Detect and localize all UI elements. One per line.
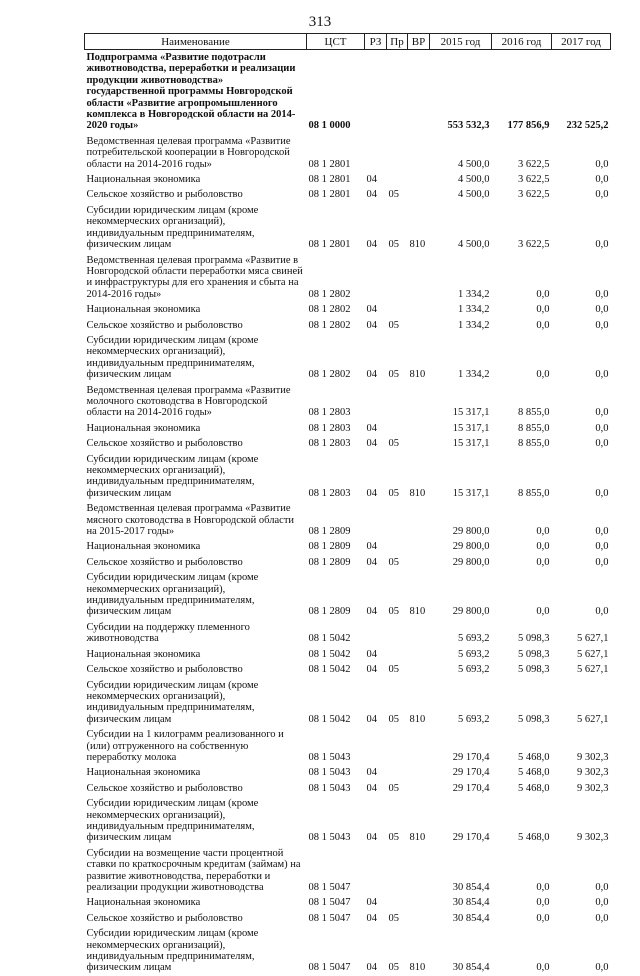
cell-name: Национальная экономика <box>86 897 201 909</box>
cell-2017: 0,0 <box>595 541 609 553</box>
cell-2017: 0,0 <box>595 319 609 331</box>
cell-cst: 08 1 5047 <box>308 962 351 974</box>
cell-rz: 04 <box>366 832 377 844</box>
cell-vr <box>408 539 430 554</box>
cell-pr: 05 <box>388 438 399 450</box>
table-row <box>85 911 611 926</box>
cell-pr: 05 <box>388 912 399 924</box>
cell-cst: 08 1 2802 <box>308 304 351 316</box>
table-row <box>85 647 611 662</box>
cell-cst: 08 1 5047 <box>308 897 351 909</box>
cell-pr: 05 <box>388 487 399 499</box>
cell-name: Подпрограмма «Развитие подотрасли животноводства, переработки и реализации продукции животноводства» государственной программы Новгородской области «Развитие агропромышленного комплекса в Новгородской области на 2014-2020 годы» <box>86 52 296 132</box>
cell-vr <box>408 765 430 780</box>
cell-2016: 5 468,0 <box>518 832 550 844</box>
cell-vr: 810 <box>409 369 426 381</box>
cell-name: Ведомственная целевая программа «Развитие потребительской кооперации в Новгородской области на 2014-2016 годы» <box>86 135 291 170</box>
cell-rz: 04 <box>366 487 377 499</box>
cell-name: Субсидии юридическим лицам (кроме некоммерческих организаций), индивидуальным предпринимателям, физическим лицам <box>86 928 259 974</box>
cell-2017: 5 627,1 <box>577 713 609 725</box>
cell-2015: 29 170,4 <box>452 751 490 763</box>
cell-2016: 0,0 <box>536 526 550 538</box>
cell-vr <box>408 781 430 796</box>
cell-2017: 0,0 <box>595 438 609 450</box>
cell-2017: 5 627,1 <box>577 633 609 645</box>
cell-2016: 0,0 <box>536 912 550 924</box>
cell-pr <box>387 846 408 896</box>
cell-2015: 4 500,0 <box>458 174 490 186</box>
cell-cst: 08 1 2809 <box>308 526 351 538</box>
page-number: 313 <box>308 14 332 30</box>
cell-vr <box>408 555 430 570</box>
cell-2016: 0,0 <box>536 556 550 568</box>
cell-2016: 5 468,0 <box>518 767 550 779</box>
cell-name: Субсидии юридическим лицам (кроме некоммерческих организаций), индивидуальным предпринимателям, физическим лицам <box>86 798 259 844</box>
cell-2017: 5 627,1 <box>577 664 609 676</box>
cell-2016: 5 468,0 <box>518 751 550 763</box>
cell-rz: 04 <box>366 174 377 186</box>
cell-2015: 29 800,0 <box>452 526 490 538</box>
cell-name: Национальная экономика <box>86 174 201 186</box>
cell-cst: 08 1 5047 <box>308 882 351 893</box>
cell-name: Национальная экономика <box>86 422 201 434</box>
cell-vr: 810 <box>409 832 426 844</box>
cell-2015: 1 334,2 <box>458 304 490 316</box>
cell-2017: 0,0 <box>595 912 609 924</box>
cell-2017: 0,0 <box>595 174 609 186</box>
cell-2015: 1 334,2 <box>458 369 490 381</box>
header-rz: РЗ <box>365 34 387 50</box>
table-row <box>85 383 611 421</box>
cell-rz: 04 <box>366 422 377 434</box>
table-row <box>85 662 611 677</box>
cell-2017: 0,0 <box>595 304 609 316</box>
cell-2015: 15 317,1 <box>452 487 490 499</box>
cell-name: Субсидии юридическим лицам (кроме некоммерческих организаций), индивидуальным предпринимателям, физическим лицам <box>86 204 259 251</box>
cell-rz: 04 <box>366 897 377 909</box>
cell-pr: 05 <box>388 606 399 618</box>
header-2017: 2017 год <box>552 34 611 50</box>
cell-pr <box>387 539 408 554</box>
cell-rz: 04 <box>366 767 377 779</box>
cell-2016: 0,0 <box>536 288 550 300</box>
cell-rz: 04 <box>366 438 377 450</box>
cell-cst: 08 1 5042 <box>308 648 351 660</box>
cell-cst: 08 1 2803 <box>308 438 351 450</box>
cell-pr <box>387 134 408 172</box>
cell-2016: 3 622,5 <box>518 174 550 186</box>
cell-2015: 15 317,1 <box>452 438 490 450</box>
header-pr: Пр <box>387 34 408 50</box>
cell-pr <box>387 620 408 647</box>
cell-vr <box>408 647 430 662</box>
cell-2016: 5 098,3 <box>518 713 550 725</box>
cell-vr <box>408 895 430 910</box>
cell-2016: 3 622,5 <box>518 189 550 201</box>
table-row <box>85 421 611 436</box>
cell-vr <box>408 846 430 896</box>
cell-2016: 5 098,3 <box>518 633 550 645</box>
header-cst: ЦСТ <box>307 34 365 50</box>
cell-rz: 04 <box>366 556 377 568</box>
cell-cst: 08 1 2809 <box>308 606 351 618</box>
cell-cst: 08 1 2801 <box>308 239 351 251</box>
cell-rz <box>365 620 387 647</box>
cell-vr <box>408 318 430 333</box>
header-2016: 2016 год <box>492 34 552 50</box>
cell-vr <box>408 253 430 303</box>
cell-2017: 0,0 <box>595 962 609 974</box>
cell-2015: 4 500,0 <box>458 158 490 170</box>
table-row <box>85 187 611 202</box>
cell-name: Сельское хозяйство и рыболовство <box>86 782 243 794</box>
cell-cst: 08 1 2803 <box>308 407 351 419</box>
cell-rz: 04 <box>366 648 377 660</box>
table-row <box>85 846 611 896</box>
cell-name: Национальная экономика <box>86 541 201 553</box>
cell-2015: 5 693,2 <box>458 633 490 645</box>
cell-2017: 0,0 <box>595 422 609 434</box>
cell-vr <box>408 302 430 317</box>
cell-name: Национальная экономика <box>86 767 201 779</box>
cell-name: Субсидии юридическим лицам (кроме некоммерческих организаций), индивидуальным предпринимателям, физическим лицам <box>86 572 259 618</box>
cell-name: Сельское хозяйство и рыболовство <box>86 664 243 676</box>
cell-2015: 1 334,2 <box>458 319 490 331</box>
cell-cst: 08 1 2801 <box>308 189 351 201</box>
cell-rz: 04 <box>366 189 377 201</box>
cell-name: Субсидии на возмещение части процентной ставки по краткосрочным кредитам (займам) на развитие животноводства, переработки и реализации продукции животноводства <box>86 847 301 893</box>
cell-vr <box>408 727 430 765</box>
table-row <box>85 620 611 647</box>
cell-cst: 08 1 2801 <box>308 158 351 170</box>
cell-name: Субсидии на 1 килограмм реализованного и (или) отгруженного на собственную переработку молока <box>86 729 284 763</box>
table-row <box>85 50 611 134</box>
cell-vr: 810 <box>409 606 426 618</box>
cell-2017: 232 525,2 <box>566 120 609 132</box>
cell-2016: 177 856,9 <box>507 120 550 132</box>
cell-pr: 05 <box>388 319 399 331</box>
cell-cst: 08 1 2809 <box>308 541 351 553</box>
cell-name: Сельское хозяйство и рыболовство <box>86 556 243 568</box>
cell-pr: 05 <box>388 713 399 725</box>
cell-name: Национальная экономика <box>86 304 201 316</box>
cell-2017: 0,0 <box>595 239 609 251</box>
cell-pr <box>387 501 408 539</box>
cell-2017: 0,0 <box>595 606 609 618</box>
cell-rz <box>365 253 387 303</box>
cell-pr: 05 <box>388 782 399 794</box>
cell-2017: 9 302,3 <box>577 767 609 779</box>
cell-2015: 5 693,2 <box>458 713 490 725</box>
cell-vr <box>408 436 430 451</box>
cell-rz <box>365 727 387 765</box>
cell-2016: 8 855,0 <box>518 438 550 450</box>
table-header <box>85 34 611 50</box>
cell-2017: 0,0 <box>595 556 609 568</box>
cell-cst: 08 1 2809 <box>308 556 351 568</box>
cell-2016: 3 622,5 <box>518 158 550 170</box>
cell-vr: 810 <box>409 239 426 251</box>
cell-rz: 04 <box>366 541 377 553</box>
cell-vr: 810 <box>409 487 426 499</box>
table-row <box>85 318 611 333</box>
cell-name: Национальная экономика <box>86 648 201 660</box>
cell-rz: 04 <box>366 782 377 794</box>
cell-2015: 29 800,0 <box>452 606 490 618</box>
cell-2015: 30 854,4 <box>452 912 490 924</box>
cell-2016: 0,0 <box>536 369 550 381</box>
cell-name: Субсидии юридическим лицам (кроме некоммерческих организаций), индивидуальным предпринимателям, физическим лицам <box>86 679 259 725</box>
cell-pr: 05 <box>388 369 399 381</box>
header-vr: ВР <box>408 34 430 50</box>
cell-2015: 553 532,3 <box>447 120 490 132</box>
cell-2015: 30 854,4 <box>452 897 490 909</box>
cell-cst: 08 1 5043 <box>308 782 351 794</box>
cell-2017: 0,0 <box>595 288 609 300</box>
cell-2015: 29 170,4 <box>452 832 490 844</box>
table-row <box>85 333 611 383</box>
table-row <box>85 781 611 796</box>
table-row <box>85 452 611 502</box>
cell-2016: 5 468,0 <box>518 782 550 794</box>
cell-rz: 04 <box>366 319 377 331</box>
cell-rz <box>365 846 387 896</box>
cell-name: Ведомственная целевая программа «Развитие мясного скотоводства в Новгородской области на 2015-2017 годы» <box>86 503 295 538</box>
cell-2017: 0,0 <box>595 897 609 909</box>
cell-2015: 30 854,4 <box>452 962 490 974</box>
cell-2017: 0,0 <box>595 369 609 381</box>
cell-cst: 08 1 0000 <box>308 120 351 132</box>
cell-2016: 8 855,0 <box>518 407 550 419</box>
cell-name: Сельское хозяйство и рыболовство <box>86 912 243 924</box>
cell-2015: 4 500,0 <box>458 239 490 251</box>
cell-pr <box>387 765 408 780</box>
table-row <box>85 134 611 172</box>
cell-pr <box>387 50 408 134</box>
cell-vr <box>408 50 430 134</box>
cell-cst: 08 1 5042 <box>308 633 351 645</box>
cell-2015: 30 854,4 <box>452 882 490 893</box>
cell-pr <box>387 421 408 436</box>
cell-vr <box>408 187 430 202</box>
cell-2015: 29 800,0 <box>452 541 490 553</box>
table-row <box>85 678 611 728</box>
cell-2015: 15 317,1 <box>452 407 490 419</box>
cell-rz: 04 <box>366 304 377 316</box>
cell-2015: 1 334,2 <box>458 288 490 300</box>
cell-2017: 0,0 <box>595 407 609 419</box>
cell-2017: 9 302,3 <box>577 782 609 794</box>
cell-pr: 05 <box>388 189 399 201</box>
table-row <box>85 765 611 780</box>
cell-2017: 0,0 <box>595 487 609 499</box>
cell-2017: 9 302,3 <box>577 751 609 763</box>
cell-pr: 05 <box>388 832 399 844</box>
cell-2015: 5 693,2 <box>458 664 490 676</box>
cell-2015: 15 317,1 <box>452 422 490 434</box>
cell-pr: 05 <box>388 239 399 251</box>
cell-rz <box>365 501 387 539</box>
cell-vr <box>408 134 430 172</box>
table-body <box>85 50 611 976</box>
cell-rz: 04 <box>366 369 377 381</box>
cell-rz <box>365 50 387 134</box>
cell-name: Ведомственная целевая программа «Развитие молочного скотоводства в Новгородской области на 2014-2016 годы» <box>86 384 291 419</box>
table-row <box>85 570 611 620</box>
cell-2015: 29 800,0 <box>452 556 490 568</box>
cell-cst: 08 1 5043 <box>308 832 351 844</box>
cell-2016: 0,0 <box>536 897 550 909</box>
cell-vr <box>408 662 430 677</box>
cell-name: Сельское хозяйство и рыболовство <box>86 189 243 201</box>
table-row <box>85 172 611 187</box>
table-row <box>85 796 611 846</box>
cell-name: Сельское хозяйство и рыболовство <box>86 319 243 331</box>
cell-cst: 08 1 2803 <box>308 422 351 434</box>
header-name: Наименование <box>85 34 307 50</box>
cell-2015: 5 693,2 <box>458 648 490 660</box>
cell-2016: 5 098,3 <box>518 648 550 660</box>
cell-name: Субсидии юридическим лицам (кроме некоммерческих организаций), индивидуальным предпринимателям, физическим лицам <box>86 453 259 499</box>
table-row <box>85 926 611 976</box>
cell-2017: 5 627,1 <box>577 648 609 660</box>
cell-name: Сельское хозяйство и рыболовство <box>86 438 243 450</box>
cell-cst: 08 1 5042 <box>308 664 351 676</box>
cell-2015: 4 500,0 <box>458 189 490 201</box>
cell-rz: 04 <box>366 606 377 618</box>
cell-pr <box>387 302 408 317</box>
cell-cst: 08 1 2803 <box>308 487 351 499</box>
cell-2017: 0,0 <box>595 189 609 201</box>
cell-2017: 0,0 <box>595 882 609 893</box>
cell-cst: 08 1 5043 <box>308 767 351 779</box>
table-row <box>85 539 611 554</box>
cell-vr <box>408 911 430 926</box>
cell-2016: 0,0 <box>536 541 550 553</box>
cell-pr: 05 <box>388 962 399 974</box>
cell-vr <box>408 172 430 187</box>
cell-2015: 29 170,4 <box>452 767 490 779</box>
header-2015: 2015 год <box>430 34 492 50</box>
table-row <box>85 727 611 765</box>
cell-pr: 05 <box>388 556 399 568</box>
cell-cst: 08 1 2802 <box>308 319 351 331</box>
cell-vr <box>408 501 430 539</box>
cell-pr <box>387 383 408 421</box>
cell-2015: 29 170,4 <box>452 782 490 794</box>
table-row <box>85 253 611 303</box>
cell-cst: 08 1 2802 <box>308 369 351 381</box>
table-row <box>85 302 611 317</box>
cell-rz: 04 <box>366 239 377 251</box>
cell-rz: 04 <box>366 912 377 924</box>
cell-2017: 0,0 <box>595 158 609 170</box>
cell-2016: 0,0 <box>536 304 550 316</box>
cell-rz <box>365 134 387 172</box>
cell-2016: 8 855,0 <box>518 422 550 434</box>
cell-cst: 08 1 5042 <box>308 713 351 725</box>
cell-2016: 5 098,3 <box>518 664 550 676</box>
cell-vr <box>408 383 430 421</box>
cell-pr <box>387 253 408 303</box>
table-row <box>85 895 611 910</box>
cell-pr <box>387 647 408 662</box>
cell-2017: 9 302,3 <box>577 832 609 844</box>
cell-vr: 810 <box>409 713 426 725</box>
cell-cst: 08 1 5043 <box>308 751 351 763</box>
cell-name: Субсидии на поддержку племенного животноводства <box>86 621 250 645</box>
cell-rz: 04 <box>366 713 377 725</box>
cell-cst: 08 1 5047 <box>308 912 351 924</box>
table-row <box>85 203 611 253</box>
cell-pr: 05 <box>388 664 399 676</box>
cell-2016: 0,0 <box>536 962 550 974</box>
cell-pr <box>387 727 408 765</box>
cell-2016: 8 855,0 <box>518 487 550 499</box>
cell-2017: 0,0 <box>595 526 609 538</box>
cell-2016: 0,0 <box>536 319 550 331</box>
cell-pr <box>387 172 408 187</box>
cell-2016: 0,0 <box>536 882 550 893</box>
cell-vr: 810 <box>409 962 426 974</box>
cell-rz: 04 <box>366 664 377 676</box>
cell-name: Субсидии юридическим лицам (кроме некоммерческих организаций), индивидуальным предпринимателям, физическим лицам <box>86 334 259 381</box>
cell-2016: 0,0 <box>536 606 550 618</box>
cell-cst: 08 1 2802 <box>308 288 351 300</box>
table-row <box>85 555 611 570</box>
table-row <box>85 501 611 539</box>
cell-cst: 08 1 2801 <box>308 174 351 186</box>
cell-rz <box>365 383 387 421</box>
cell-rz: 04 <box>366 962 377 974</box>
cell-vr <box>408 620 430 647</box>
cell-name: Ведомственная целевая программа «Развитие в Новгородской области переработки мяса свиней и инфраструктуры для его хранения и сбыта на 2014-2016 годы» <box>86 254 303 300</box>
table-row <box>85 436 611 451</box>
cell-vr <box>408 421 430 436</box>
budget-table <box>84 33 611 976</box>
cell-pr <box>387 895 408 910</box>
cell-2016: 3 622,5 <box>518 239 550 251</box>
